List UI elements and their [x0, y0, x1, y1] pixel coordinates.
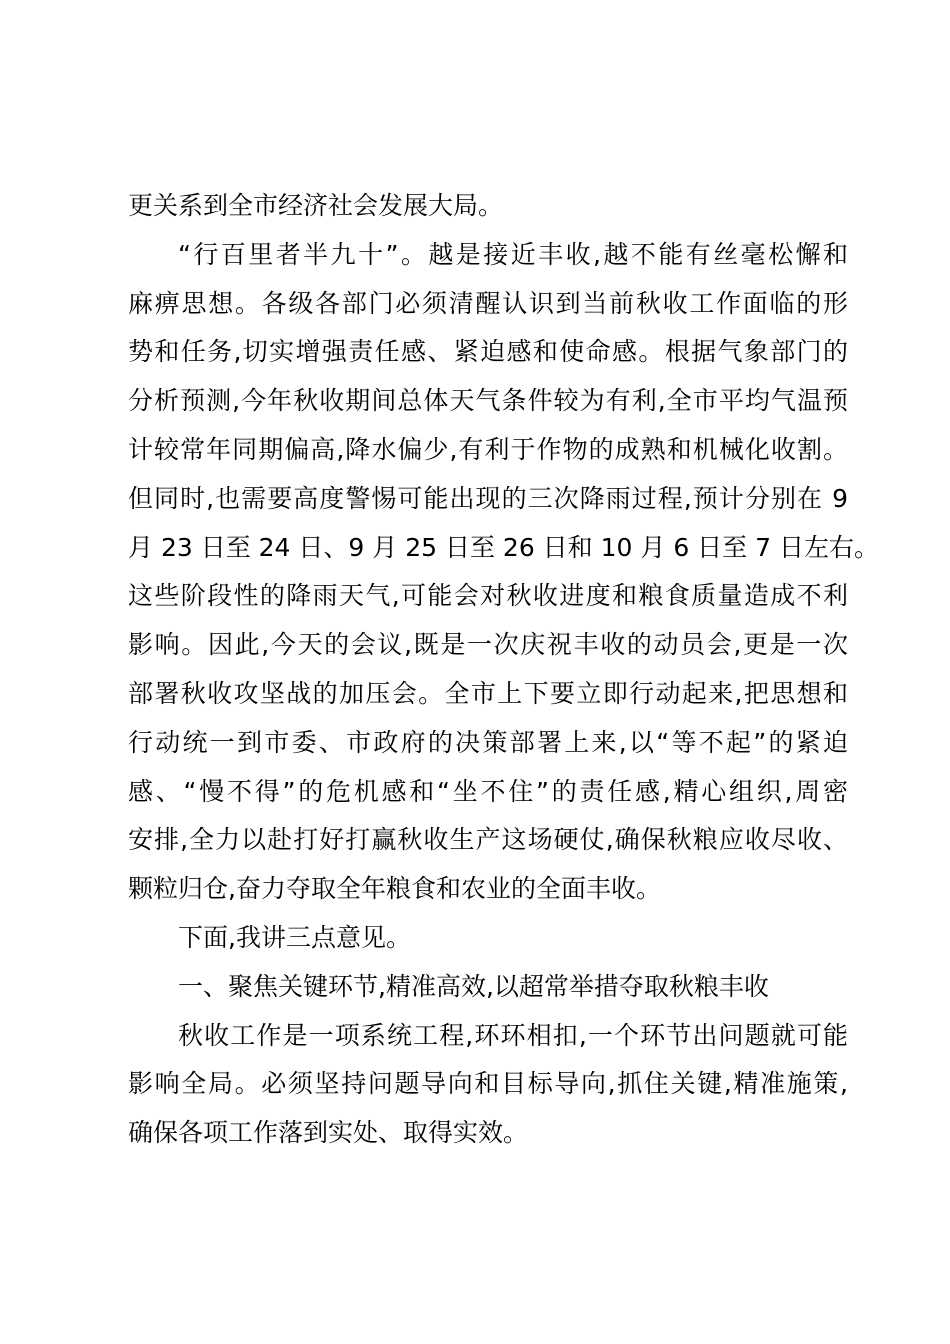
- text-line: [128, 475, 848, 524]
- text-line: [128, 426, 848, 475]
- document-body: [128, 182, 879, 1158]
- text-line-content: “行百里者半九十”。越是接近丰收,越不能有丝毫松懈和: [178, 239, 848, 269]
- text-line: [128, 914, 848, 963]
- text-line: [128, 621, 848, 670]
- text-line: [128, 231, 848, 280]
- text-line-content: 这些阶段性的降雨天气,可能会对秋收进度和粮食质量造成不利: [128, 581, 848, 611]
- text-line-content: 秋收工作是一项系统工程,环环相扣,一个环节出问题就可能: [178, 1020, 848, 1050]
- text-line: [128, 524, 879, 573]
- text-line: [128, 182, 848, 231]
- section-heading-text: 一、聚焦关键环节,精准高效,以超常举措夺取秋粮丰收: [178, 971, 769, 1001]
- text-line: [128, 572, 848, 621]
- text-line: [128, 816, 848, 865]
- text-line-content: 确保各项工作落到实处、取得实效。: [128, 1118, 529, 1148]
- text-line-content: 下面,我讲三点意见。: [178, 922, 411, 952]
- text-line: [128, 1012, 848, 1061]
- text-line-content: 感、“慢不得”的危机感和“坐不住”的责任感,精心组织,周密: [128, 776, 848, 806]
- text-line-content: 计较常年同期偏高,降水偏少,有利于作物的成熟和机械化收割。: [128, 434, 848, 464]
- text-line: [128, 1109, 848, 1158]
- text-line-content: 行动统一到市委、市政府的决策部署上来,以“等不起”的紧迫: [128, 727, 848, 757]
- text-line-content: 颗粒归仓,奋力夺取全年粮食和农业的全面丰收。: [128, 874, 661, 904]
- text-line: [128, 377, 848, 426]
- text-line-content: 分析预测,今年秋收期间总体天气条件较为有利,全市平均气温预: [128, 386, 848, 416]
- text-line: [128, 719, 848, 768]
- text-line-content: 月 23 日至 24 日、9 月 25 日至 26 日和 10 月 6 日至 7 日左右。: [128, 532, 879, 562]
- text-line: [128, 280, 848, 329]
- text-line-content: 部署秋收攻坚战的加压会。全市上下要立即行动起来,把思想和: [128, 678, 848, 708]
- text-line-content: 麻痹思想。各级各部门必须清醒认识到当前秋收工作面临的形: [128, 288, 848, 318]
- text-line-content: 势和任务,切实增强责任感、紧迫感和使命感。根据气象部门的: [128, 337, 848, 367]
- text-line: [128, 1060, 848, 1109]
- section-heading: [128, 963, 848, 1012]
- text-line-content: 更关系到全市经济社会发展大局。: [128, 191, 504, 220]
- text-line-content: 影响。因此,今天的会议,既是一次庆祝丰收的动员会,更是一次: [128, 630, 848, 660]
- text-line: [128, 768, 848, 817]
- text-line-content: 但同时,也需要高度警惕可能出现的三次降雨过程,预计分别在 9: [128, 483, 848, 513]
- text-line-content: 安排,全力以赴打好打赢秋收生产这场硬仗,确保秋粮应收尽收、: [128, 825, 848, 855]
- text-line: [128, 865, 848, 914]
- text-line: [128, 670, 848, 719]
- text-line-content: 影响全局。必须坚持问题导向和目标导向,抓住关键,精准施策,: [128, 1069, 848, 1099]
- text-line: [128, 328, 848, 377]
